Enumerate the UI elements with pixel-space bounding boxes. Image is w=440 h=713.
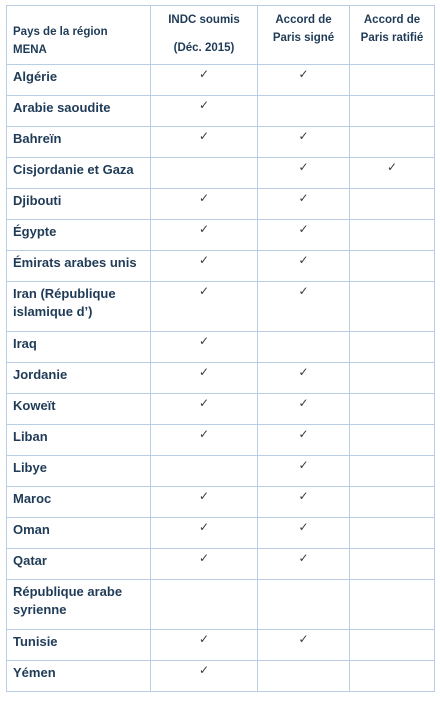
table-row [7,549,435,580]
signed-cell [258,518,350,549]
checkmark-icon: ✓ [198,663,210,677]
ratified-cell [350,158,435,189]
checkmark-icon: ✓ [298,365,309,379]
table-row [7,394,435,425]
checkmark-icon: ✓ [298,632,309,646]
indc-cell [151,394,258,425]
checkmark-icon: ✓ [198,396,210,410]
header-ratified-line2: Paris ratifié [360,32,424,44]
ratified-cell [350,189,435,220]
checkmark-icon: ✓ [198,98,210,112]
checkmark-icon: ✓ [298,520,309,534]
checkmark-icon: ✓ [198,632,210,646]
country-name-cell: Bahreïn [7,127,151,158]
checkmark-icon: ✓ [298,427,309,441]
checkmark-icon: ✓ [298,458,309,472]
signed-cell [258,487,350,518]
signed-cell [258,96,350,127]
header-signed-line2: Paris signé [272,32,335,44]
checkmark-icon: ✓ [198,489,210,503]
checkmark-icon: ✓ [298,67,309,81]
checkmark-icon: ✓ [198,222,210,236]
table-row [7,251,435,282]
signed-cell [258,220,350,251]
indc-cell [151,549,258,580]
indc-cell [151,251,258,282]
indc-cell [151,189,258,220]
ratified-cell [350,220,435,251]
checkmark-icon: ✓ [198,365,210,379]
indc-cell [151,580,258,630]
country-name-cell: Émirats arabes unis [7,251,151,282]
signed-cell [258,65,350,96]
checkmark-icon: ✓ [198,284,210,298]
indc-cell [151,282,258,332]
table-row [7,127,435,158]
signed-cell [258,425,350,456]
table-row [7,189,435,220]
table-row [7,661,435,692]
country-name-cell: Algérie [7,65,151,96]
table-row [7,580,435,630]
ratified-cell [350,456,435,487]
country-name-cell: Arabie saoudite [7,96,151,127]
country-name-cell: Maroc [7,487,151,518]
indc-cell [151,220,258,251]
ratified-cell [350,127,435,158]
header-indc-line2: (Déc. 2015) [173,42,235,54]
checkmark-icon: ✓ [198,334,210,348]
signed-cell [258,189,350,220]
country-name-cell: Égypte [7,220,151,251]
checkmark-icon: ✓ [198,129,210,143]
signed-cell [258,630,350,661]
signed-cell [258,127,350,158]
ratified-cell [350,251,435,282]
ratified-cell [350,282,435,332]
table-row [7,363,435,394]
signed-cell [258,394,350,425]
country-name-cell: Koweït [7,394,151,425]
checkmark-icon: ✓ [198,551,210,565]
indc-cell [151,487,258,518]
country-name-cell: Libye [7,456,151,487]
table-body [7,65,435,692]
ratified-cell [350,96,435,127]
indc-cell [151,518,258,549]
checkmark-icon: ✓ [298,191,309,205]
mena-paris-agreement-table-container [6,5,435,692]
country-name-cell: Tunisie [7,630,151,661]
header-country [7,6,151,65]
header-ratified-line1: Accord de [363,14,421,26]
table-row [7,220,435,251]
ratified-cell [350,518,435,549]
signed-cell [258,549,350,580]
checkmark-icon: ✓ [198,253,210,267]
country-name-cell: Cisjordanie et Gaza [7,158,151,189]
country-name-cell: Djibouti [7,189,151,220]
signed-cell [258,332,350,363]
country-name-cell: Iran (République islamique d’) [7,282,151,332]
table-row [7,630,435,661]
signed-cell [258,363,350,394]
table-row [7,487,435,518]
indc-cell [151,661,258,692]
checkmark-icon: ✓ [298,222,309,236]
indc-cell [151,158,258,189]
header-indc-line1: INDC soumis [168,14,240,26]
indc-cell [151,425,258,456]
ratified-cell [350,332,435,363]
indc-cell [151,127,258,158]
ratified-cell [350,363,435,394]
ratified-cell [350,394,435,425]
ratified-cell [350,425,435,456]
table-row [7,518,435,549]
table-row [7,158,435,189]
country-name-cell: Yémen [7,661,151,692]
country-name-cell: Iraq [7,332,151,363]
indc-cell [151,332,258,363]
indc-cell [151,96,258,127]
checkmark-icon: ✓ [198,67,210,81]
header-indc [151,6,258,65]
signed-cell [258,661,350,692]
table-row [7,96,435,127]
indc-cell [151,363,258,394]
ratified-cell [350,65,435,96]
country-name-cell: Oman [7,518,151,549]
checkmark-icon: ✓ [298,284,309,298]
indc-cell [151,456,258,487]
table-header [7,6,435,65]
checkmark-icon: ✓ [298,129,309,143]
signed-cell [258,456,350,487]
mena-paris-agreement-table [6,5,435,692]
signed-cell [258,282,350,332]
ratified-cell [350,630,435,661]
table-row [7,282,435,332]
ratified-cell [350,487,435,518]
indc-cell [151,630,258,661]
checkmark-icon: ✓ [298,551,309,565]
ratified-cell [350,661,435,692]
checkmark-icon: ✓ [298,489,309,503]
signed-cell [258,580,350,630]
table-row [7,456,435,487]
ratified-cell [350,549,435,580]
checkmark-icon: ✓ [198,191,210,205]
checkmark-icon: ✓ [198,520,210,534]
indc-cell [151,65,258,96]
signed-cell [258,251,350,282]
checkmark-icon: ✓ [298,253,309,267]
country-name-cell: Qatar [7,549,151,580]
header-country-label: Pays de la région MENA [13,26,108,56]
country-name-cell: Jordanie [7,363,151,394]
checkmark-icon: ✓ [386,160,398,174]
table-row [7,65,435,96]
header-ratified [350,6,435,65]
country-name-cell: Liban [7,425,151,456]
checkmark-icon: ✓ [198,427,210,441]
signed-cell [258,158,350,189]
table-row [7,425,435,456]
header-row [7,6,435,65]
header-signed-line1: Accord de [275,14,332,26]
checkmark-icon: ✓ [298,396,309,410]
header-signed [258,6,350,65]
checkmark-icon: ✓ [298,160,309,174]
country-name-cell: République arabe syrienne [7,580,151,630]
table-row [7,332,435,363]
ratified-cell [350,580,435,630]
